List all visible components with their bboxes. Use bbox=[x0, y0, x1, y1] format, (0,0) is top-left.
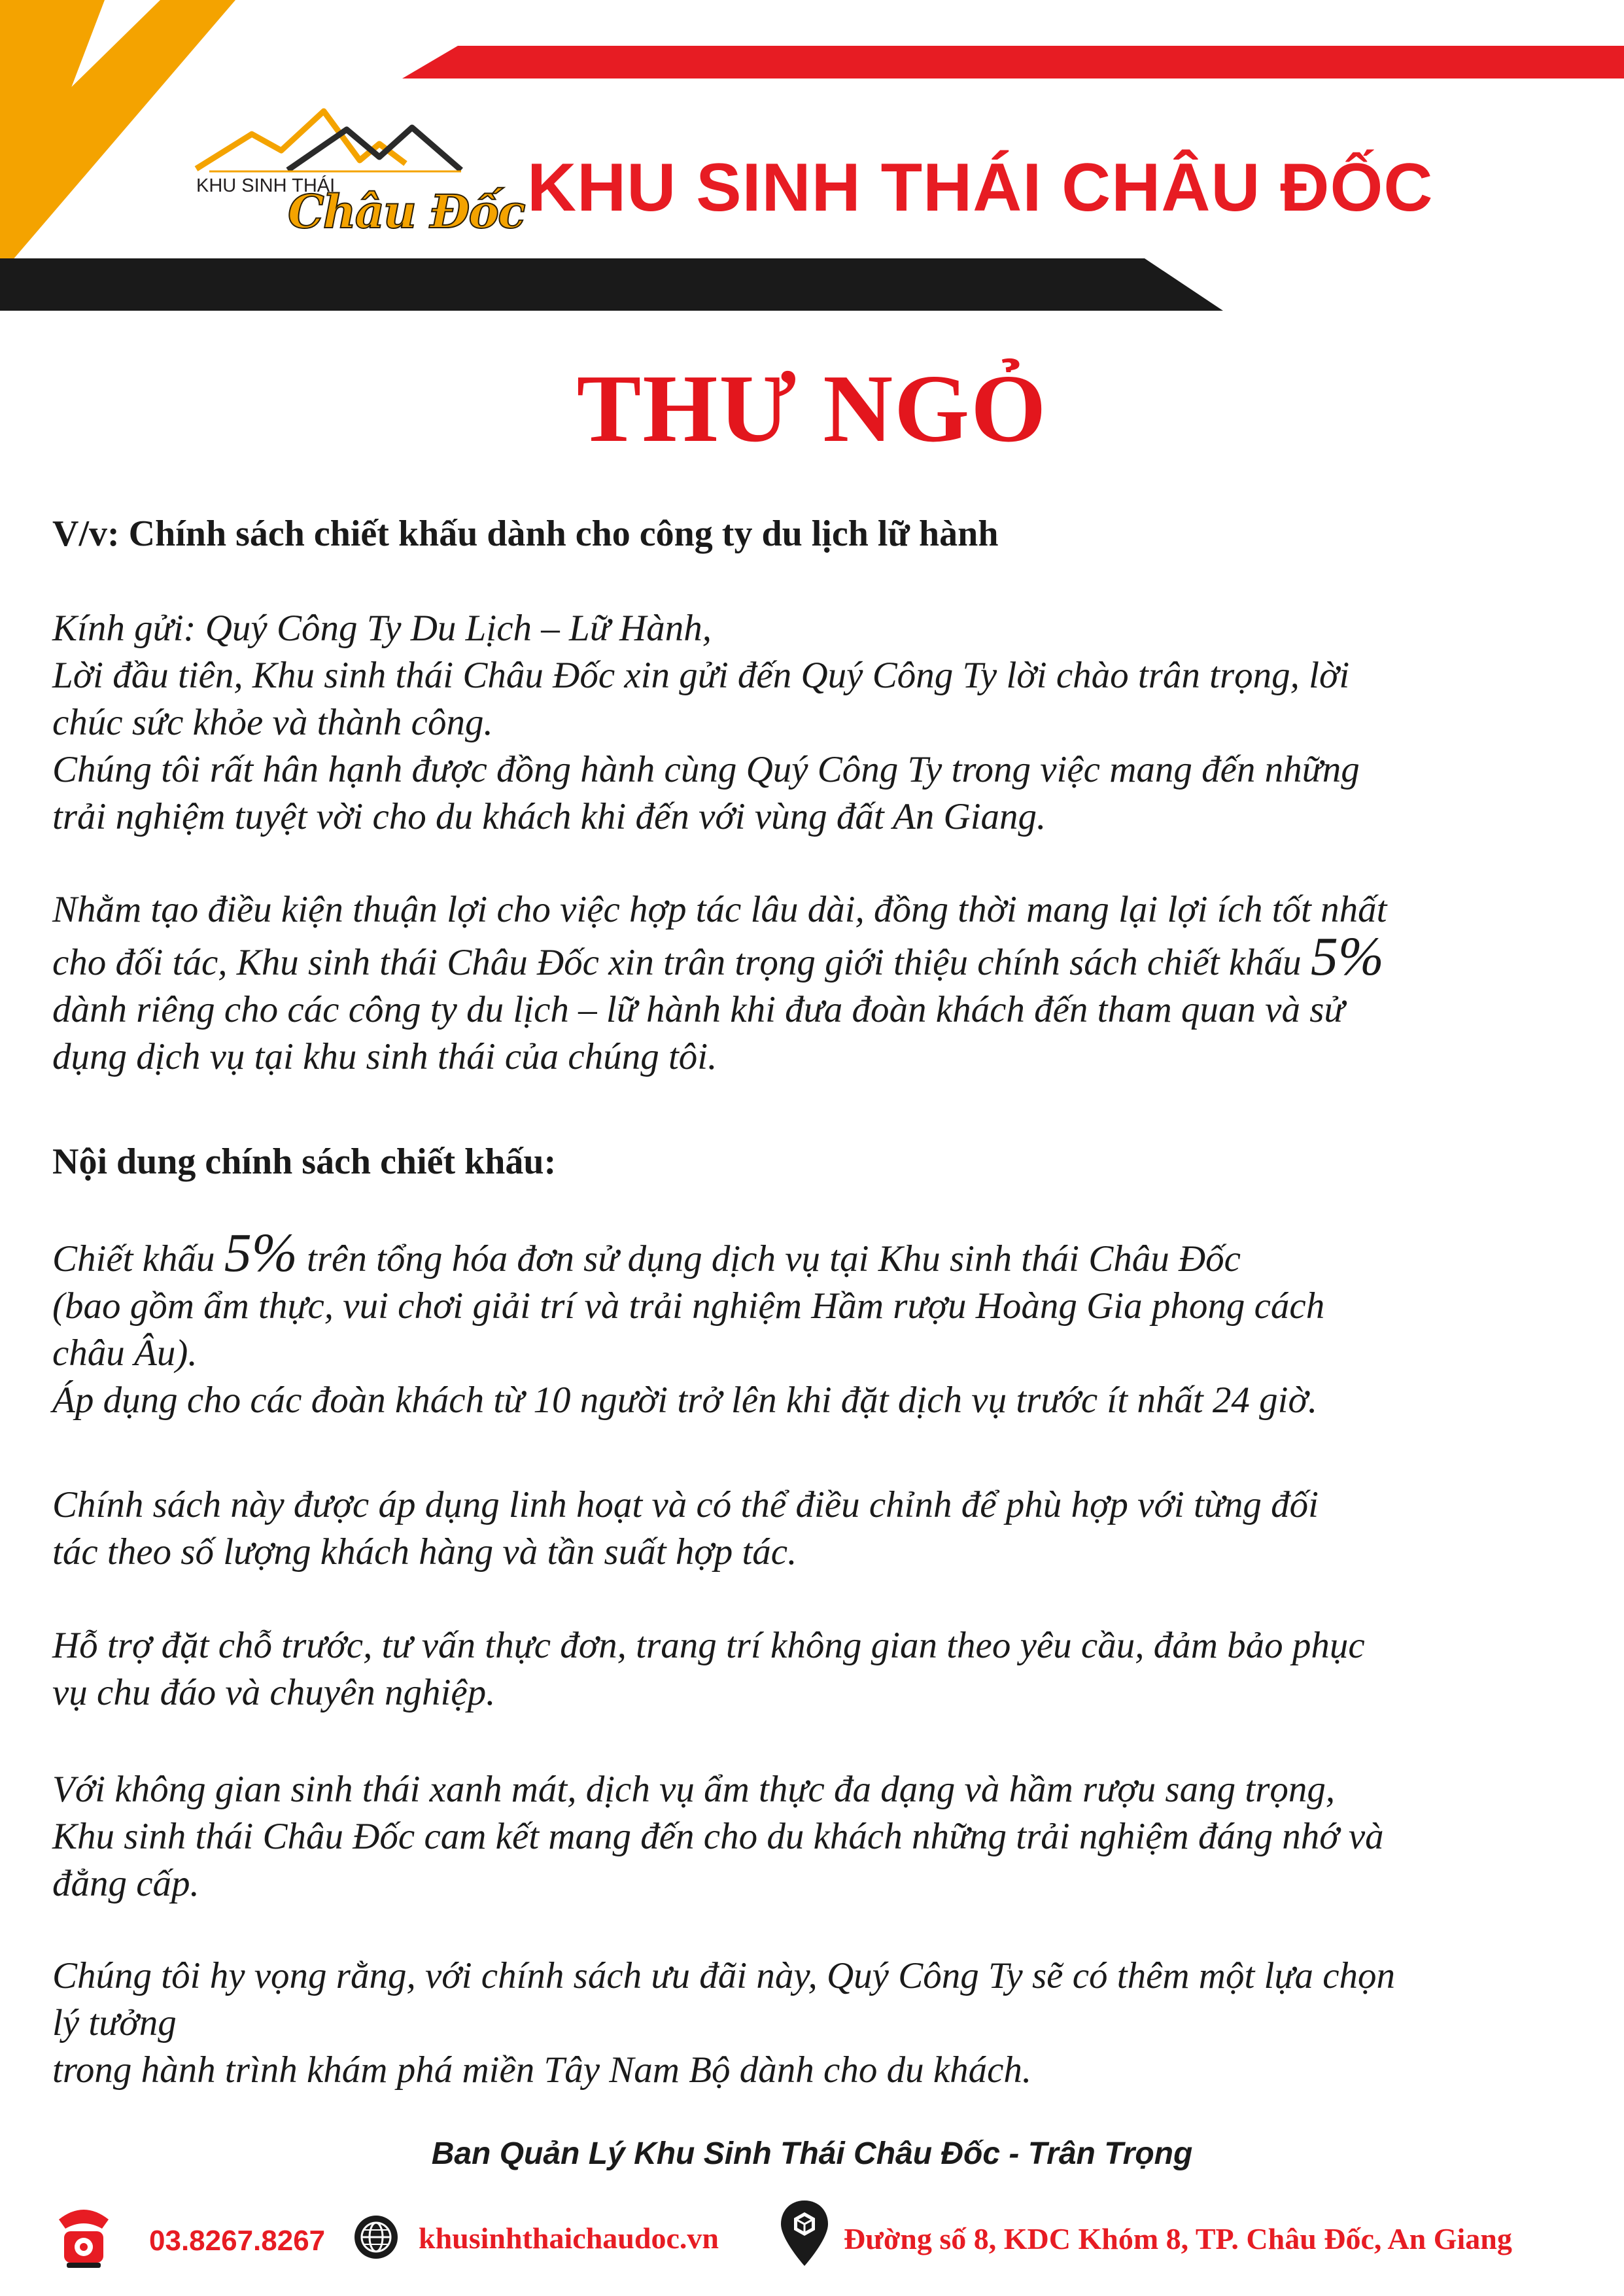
text-line: dành riêng cho các công ty du lịch – lữ hành khi đưa đoàn khách đến tham quan và sử bbox=[52, 989, 1345, 1030]
letter-title: THƯ NGỎ bbox=[576, 355, 1048, 462]
text-line: Áp dụng cho các đoàn khách từ 10 người trở lên khi đặt dịch vụ trước ít nhất 24 giờ. bbox=[52, 1380, 1318, 1421]
text-line: Nhằm tạo điều kiện thuận lợi cho việc hợp tác lâu dài, đồng thời mang lại lợi ích tốt nhất bbox=[52, 889, 1387, 930]
text-line: Chính sách này được áp dụng linh hoạt và có thể điều chỉnh để phù hợp với từng đối bbox=[52, 1484, 1319, 1525]
text-line: dụng dịch vụ tại khu sinh thái của chúng tôi. bbox=[52, 1036, 717, 1077]
paragraph-closing bbox=[52, 1953, 1576, 2094]
text-line: tác theo số lượng khách hàng và tần suất hợp tác. bbox=[52, 1531, 797, 1573]
paragraph-introduction bbox=[52, 886, 1576, 1081]
text-line: lý tưởng bbox=[52, 2002, 177, 2044]
footer-website[interactable]: khusinhthaichaudoc.vn bbox=[419, 2221, 719, 2255]
footer-address: Đường số 8, KDC Khóm 8, TP. Châu Đốc, An Giang bbox=[844, 2222, 1512, 2255]
text-line: Hỗ trợ đặt chỗ trước, tư vấn thực đơn, trang trí không gian theo yêu cầu, đảm bảo phục bbox=[52, 1625, 1365, 1666]
paragraph-policy-discount bbox=[52, 1223, 1576, 1424]
text-line: trải nghiệm tuyệt vời cho du khách khi đến với vùng đất An Giang. bbox=[52, 796, 1046, 837]
text-line bbox=[52, 926, 1576, 987]
text-line: Khu sinh thái Châu Đốc cam kết mang đến cho du khách những trải nghiệm đáng nhớ và bbox=[52, 1816, 1384, 1857]
black-band bbox=[0, 258, 1223, 311]
text-segment: trên tổng hóa đơn sử dụng dịch vụ tại Khu sinh thái Châu Đốc bbox=[297, 1238, 1241, 1279]
location-pin-icon bbox=[778, 2198, 831, 2270]
text-line: vụ chu đáo và chuyên nghiệp. bbox=[52, 1672, 496, 1713]
logo-script-text: Châu Đốc bbox=[288, 184, 525, 239]
globe-icon bbox=[353, 2214, 399, 2260]
brand-name: KHU SINH THÁI CHÂU ĐỐC bbox=[527, 150, 1434, 226]
text-line: châu Âu). bbox=[52, 1332, 198, 1374]
text-line bbox=[52, 1223, 1576, 1283]
text-line: Kính gửi: Quý Công Ty Du Lịch – Lữ Hành, bbox=[52, 608, 712, 649]
paragraph-flexibility bbox=[52, 1482, 1576, 1576]
red-top-band bbox=[402, 46, 1624, 78]
footer-phone[interactable]: 03.8267.8267 bbox=[149, 2225, 326, 2257]
phone-icon bbox=[44, 2195, 123, 2273]
discount-value: 5% bbox=[1310, 926, 1384, 987]
logo-small-text: KHU SINH THÁI bbox=[196, 175, 336, 196]
signature: Ban Quản Lý Khu Sinh Thái Châu Đốc - Trân Trọng bbox=[431, 2136, 1193, 2171]
text-line: Với không gian sinh thái xanh mát, dịch vụ ẩm thực đa dạng và hầm rượu sang trọng, bbox=[52, 1769, 1336, 1810]
discount-value: 5% bbox=[224, 1223, 298, 1283]
text-segment: cho đối tác, Khu sinh thái Châu Đốc xin trân trọng giới thiệu chính sách chiết khấu bbox=[52, 942, 1311, 983]
paragraph-greeting bbox=[52, 605, 1576, 841]
paragraph-commitment bbox=[52, 1766, 1576, 1907]
letter-subject: V/v: Chính sách chiết khấu dành cho công ty du lịch lữ hành bbox=[52, 513, 999, 554]
text-segment: Chiết khấu bbox=[52, 1238, 224, 1279]
paragraph-support bbox=[52, 1622, 1576, 1716]
text-line: (bao gồm ẩm thực, vui chơi giải trí và trải nghiệm Hầm rượu Hoàng Gia phong cách bbox=[52, 1285, 1325, 1327]
text-line: chúc sức khỏe và thành công. bbox=[52, 702, 493, 743]
text-line: Lời đầu tiên, Khu sinh thái Châu Đốc xin gửi đến Quý Công Ty lời chào trân trọng, lời bbox=[52, 655, 1350, 696]
text-line: Chúng tôi hy vọng rằng, với chính sách ưu đãi này, Quý Công Ty sẽ có thêm một lựa chọn bbox=[52, 1955, 1396, 1996]
text-line: trong hành trình khám phá miền Tây Nam Bộ dành cho du khách. bbox=[52, 2049, 1032, 2091]
policy-heading: Nội dung chính sách chiết khấu: bbox=[52, 1141, 557, 1182]
text-line: Chúng tôi rất hân hạnh được đồng hành cùng Quý Công Ty trong việc mang đến những bbox=[52, 749, 1360, 790]
text-line: đẳng cấp. bbox=[52, 1863, 199, 1904]
